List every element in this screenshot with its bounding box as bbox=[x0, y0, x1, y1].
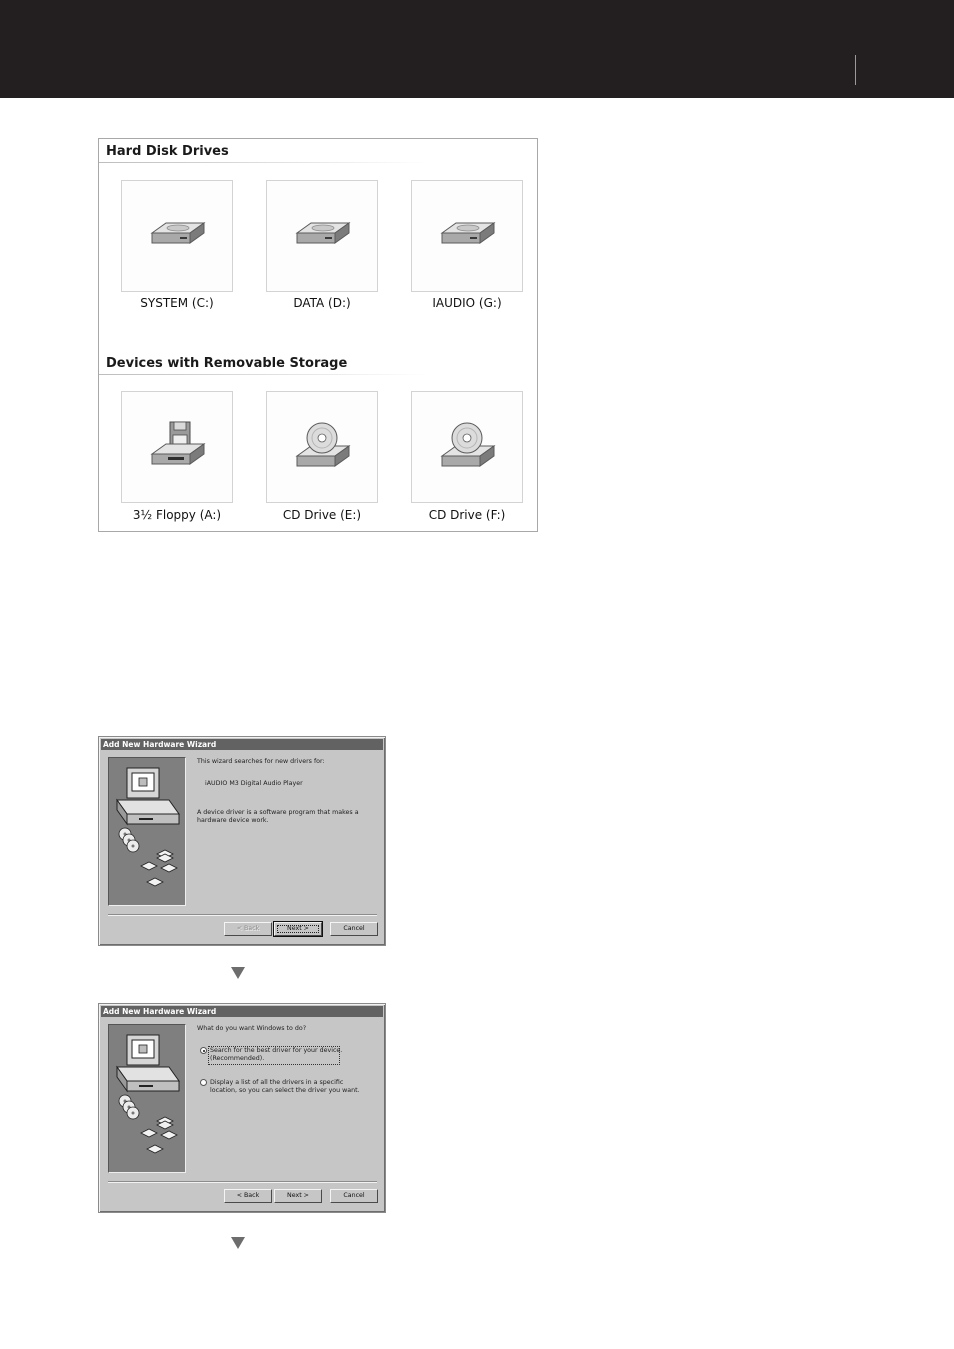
dialog-title: Add New Hardware Wizard bbox=[103, 1007, 217, 1016]
computer-wizard-icon bbox=[109, 1025, 185, 1172]
option-search-line2: (Recommended). bbox=[210, 1055, 265, 1062]
focus-rectangle bbox=[277, 925, 319, 933]
computer-wizard-icon bbox=[109, 758, 185, 905]
cancel-button[interactable]: Cancel bbox=[330, 1189, 378, 1203]
option-list-line1: Display a list of all the drivers in a specific bbox=[210, 1079, 344, 1086]
down-arrow-icon bbox=[231, 1237, 245, 1249]
hard-drive-icon bbox=[148, 207, 208, 267]
hard-drive-icon bbox=[293, 207, 353, 267]
section-divider bbox=[99, 162, 429, 163]
wizard-question: What do you want Windows to do? bbox=[197, 1025, 307, 1032]
device-name: iAUDIO M3 Digital Audio Player bbox=[205, 780, 303, 787]
cd-drive-icon bbox=[438, 418, 498, 478]
driver-description-line1: A device driver is a software program that makes a bbox=[197, 809, 359, 816]
header-divider bbox=[855, 55, 856, 85]
drive-tile-cd-f[interactable] bbox=[411, 391, 523, 503]
drive-label: 3½ Floppy (A:) bbox=[132, 508, 222, 522]
button-separator bbox=[108, 914, 377, 916]
down-arrow-icon bbox=[231, 967, 245, 979]
next-button[interactable] bbox=[274, 922, 322, 936]
drive-tile-iaudio[interactable] bbox=[411, 180, 523, 292]
button-separator bbox=[108, 1181, 377, 1183]
cancel-button[interactable]: Cancel bbox=[330, 922, 378, 936]
hard-disk-drives-heading: Hard Disk Drives bbox=[106, 144, 229, 159]
page-header-band bbox=[0, 0, 954, 98]
wizard-illustration bbox=[108, 757, 186, 906]
drive-label: DATA (D:) bbox=[293, 296, 351, 310]
drive-tile-data[interactable] bbox=[266, 180, 378, 292]
drive-label: SYSTEM (C:) bbox=[140, 296, 214, 310]
next-button-label: Next > bbox=[287, 925, 309, 932]
next-button[interactable]: Next > bbox=[274, 1189, 322, 1203]
drive-label: CD Drive (E:) bbox=[282, 508, 362, 522]
drive-label: IAUDIO (G:) bbox=[432, 296, 502, 310]
option-list-line2: location, so you can select the driver you want. bbox=[210, 1087, 360, 1094]
drive-tile-cd-e[interactable] bbox=[266, 391, 378, 503]
search-driver-radio[interactable] bbox=[200, 1047, 207, 1054]
cd-drive-icon bbox=[293, 418, 353, 478]
drive-tile-floppy[interactable] bbox=[121, 391, 233, 503]
removable-storage-heading: Devices with Removable Storage bbox=[106, 356, 348, 371]
drives-panel bbox=[98, 138, 538, 532]
hard-drive-icon bbox=[438, 207, 498, 267]
back-button[interactable]: < Back bbox=[224, 922, 272, 936]
wizard-dialog-1 bbox=[98, 736, 386, 946]
floppy-drive-icon bbox=[148, 418, 208, 478]
dialog-title: Add New Hardware Wizard bbox=[103, 740, 217, 749]
drive-tile-system[interactable] bbox=[121, 180, 233, 292]
title-bar bbox=[101, 1006, 383, 1017]
drive-label: CD Drive (F:) bbox=[428, 508, 506, 522]
back-button[interactable]: < Back bbox=[224, 1189, 272, 1203]
radio-selected-dot bbox=[203, 1050, 205, 1052]
title-bar bbox=[101, 739, 383, 750]
option-search-line1: Search for the best driver for your device. bbox=[210, 1047, 343, 1054]
wizard-intro-text: This wizard searches for new drivers for: bbox=[197, 758, 325, 765]
display-list-radio[interactable] bbox=[200, 1079, 207, 1086]
driver-description-line2: hardware device work. bbox=[197, 817, 269, 824]
section-divider bbox=[99, 374, 429, 375]
wizard-dialog-2 bbox=[98, 1003, 386, 1213]
wizard-illustration bbox=[108, 1024, 186, 1173]
